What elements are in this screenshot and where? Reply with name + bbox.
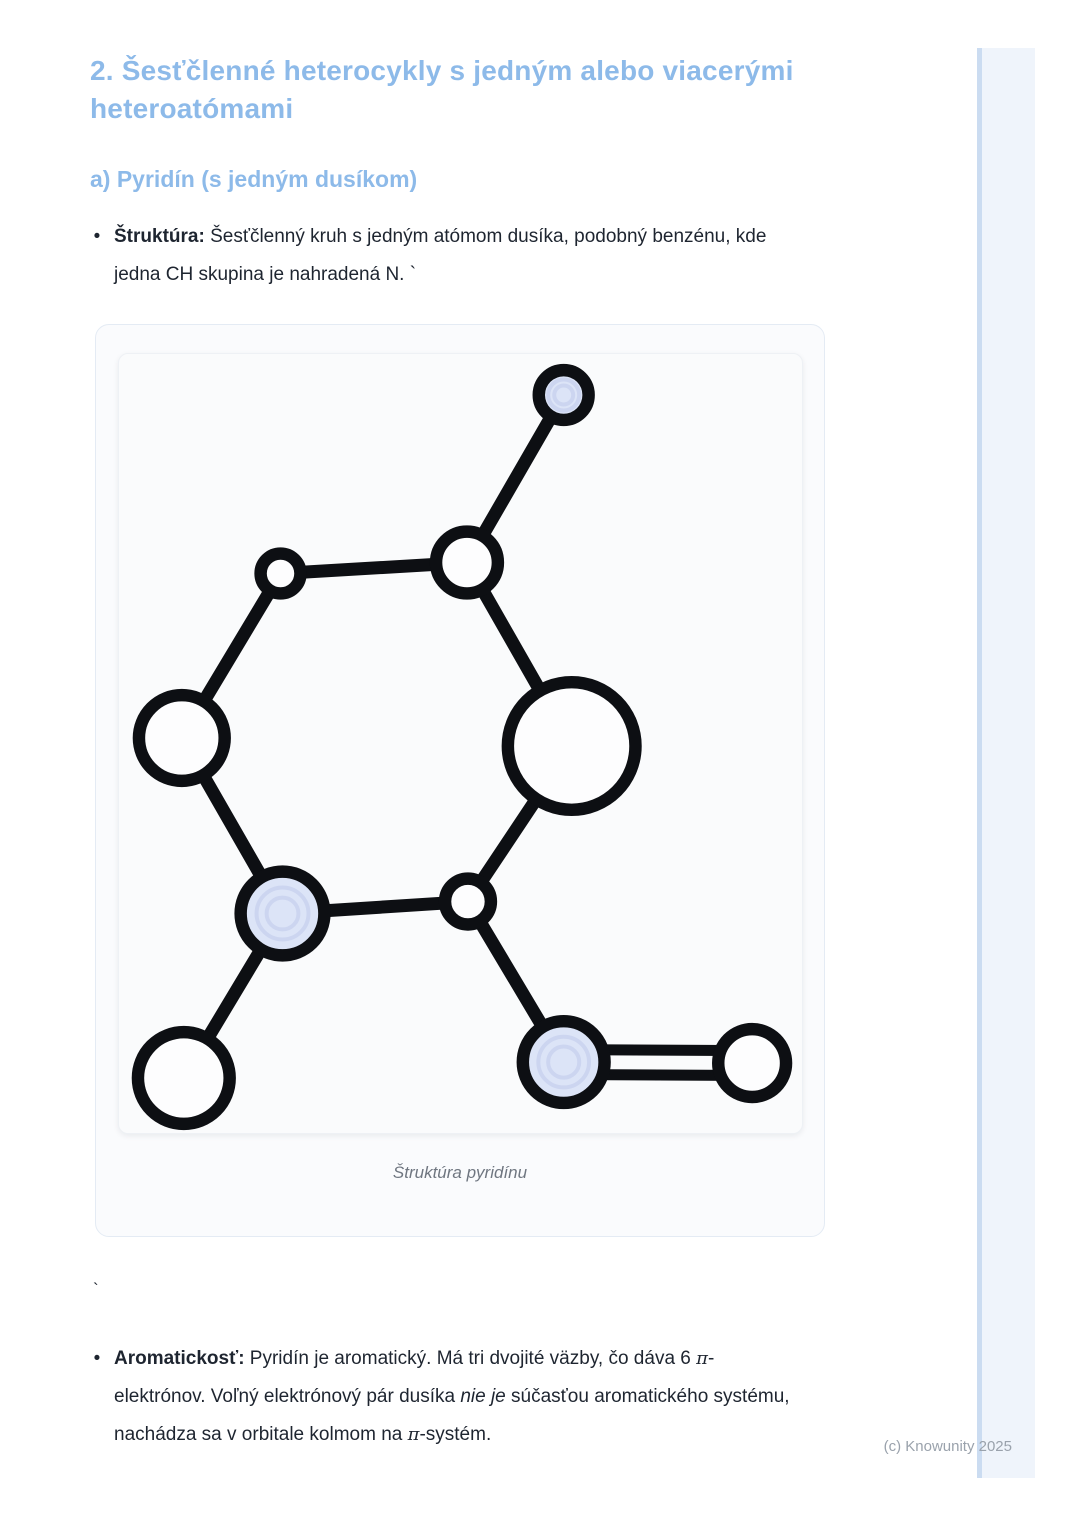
bullet-struktura-text xyxy=(114,218,805,294)
atom xyxy=(261,554,301,594)
pyridine-molecule-diagram xyxy=(119,354,802,1133)
atom xyxy=(445,879,491,925)
bullet-aromatickost-label: Aromatickosť: xyxy=(114,1348,245,1369)
aromatickost-seg1: Pyridín je aromatický. Má tri dvojité väzby, čo dáva 6 xyxy=(244,1348,697,1369)
atom xyxy=(139,695,225,781)
stray-backtick: ` xyxy=(93,1280,99,1299)
bullet-aromatickost xyxy=(90,1340,805,1454)
atom xyxy=(436,532,498,594)
figure-caption: Štruktúra pyridínu xyxy=(392,1163,528,1182)
atom xyxy=(718,1029,786,1097)
pyridine-structure-image xyxy=(118,353,803,1134)
aromatickost-emphasis: nie je xyxy=(460,1386,506,1407)
aromatickost-seg3: súčasťou aromatického systému, nachádza sa v orbitale kolmom na xyxy=(114,1386,790,1445)
atom xyxy=(138,1032,230,1124)
copyright-footer: (c) Knowunity 2025 xyxy=(883,1438,1012,1455)
right-accent-bar xyxy=(977,48,1035,1478)
pi-symbol: π xyxy=(407,1424,420,1445)
atom xyxy=(523,1021,605,1103)
bullet-struktura-tick: ` xyxy=(409,264,417,285)
bullet-aromatickost-text xyxy=(114,1340,805,1454)
figure-card xyxy=(95,324,825,1237)
aromatickost-seg2: -elektrónov. Voľný elektrónový pár dusíka xyxy=(114,1348,715,1407)
bullet-struktura-body: Šesťčlenný kruh s jedným atómom dusíka, podobný benzénu, kde jedna CH skupina je nahradená N. xyxy=(114,226,767,285)
bullet-struktura xyxy=(90,218,805,294)
bullet-struktura-label: Štruktúra: xyxy=(114,226,205,247)
atom xyxy=(241,872,325,956)
bullet-marker: • xyxy=(93,1348,101,1369)
bullet-marker: • xyxy=(93,226,101,247)
section-subtitle: a) Pyridín (s jedným dusíkom) xyxy=(90,166,418,192)
atom xyxy=(508,682,636,810)
aromatickost-seg4: -systém. xyxy=(419,1424,492,1445)
page-title: 2. Šesťčlenné heterocykly s jedným alebo viacerými heteroatómami xyxy=(90,55,794,124)
pi-symbol: π xyxy=(696,1348,708,1369)
